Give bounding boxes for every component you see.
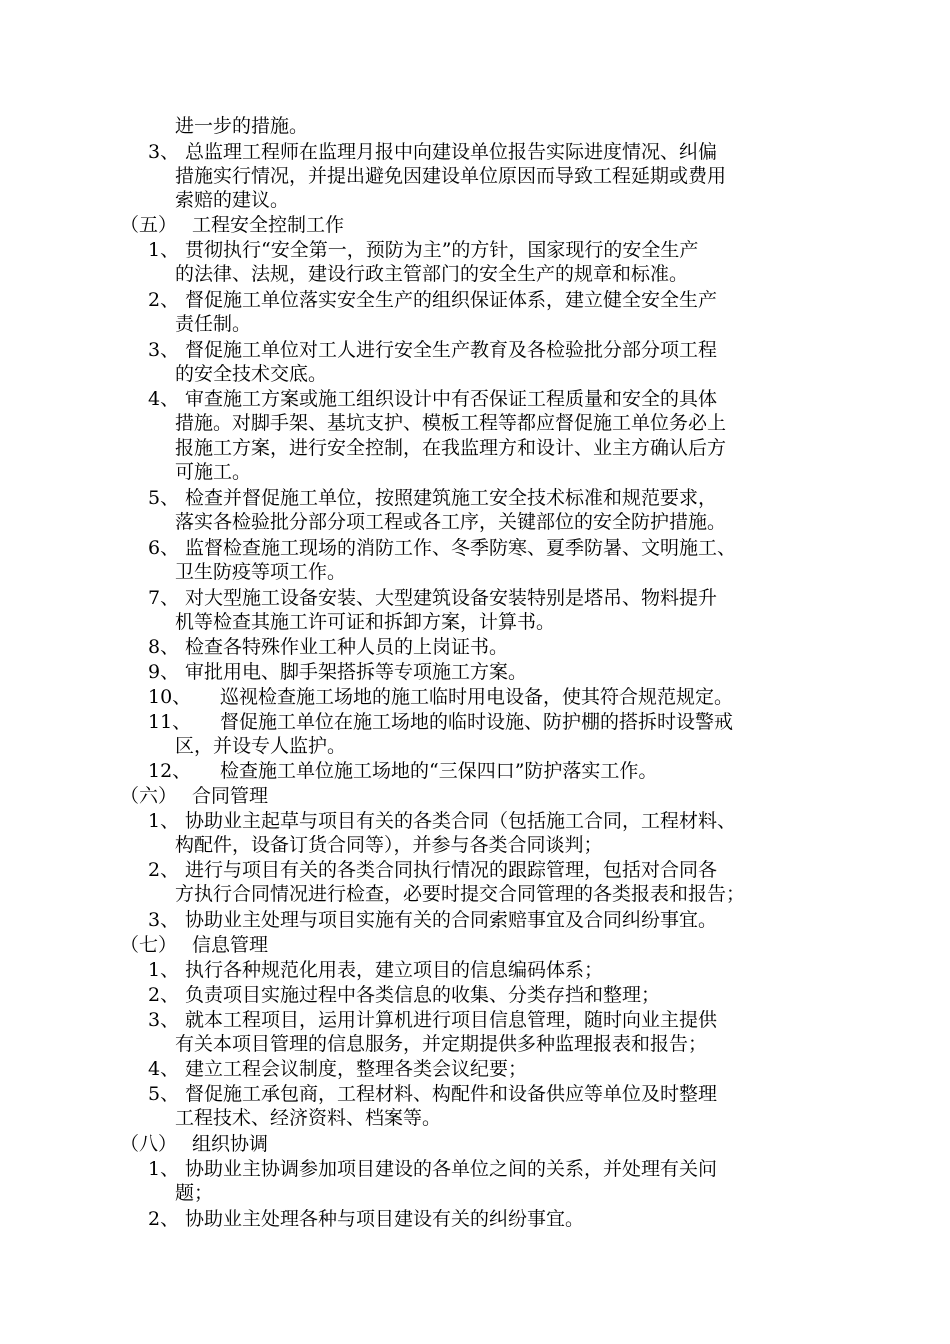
line-text: 卫生防疫等项工作。	[175, 561, 347, 583]
line-text: 协助业主起草与项目有关的各类合同（包括施工合同，工程材料、	[185, 810, 737, 832]
section-number: （七）	[120, 934, 178, 956]
line-text: 执行各种规范化用表，建立项目的信息编码体系；	[185, 959, 604, 981]
line-text: 督促施工承包商，工程材料、构配件和设备供应等单位及时整理	[185, 1083, 718, 1105]
line-text: 监督检查施工现场的消防工作、冬季防寒、夏季防暑、文明施工、	[185, 537, 737, 559]
line-text: 审查施工方案或施工组织设计中有否保证工程质量和安全的具体	[185, 388, 718, 410]
section-title: 组织协调	[192, 1133, 269, 1155]
list-number: 1、	[148, 810, 180, 832]
list-number: 1、	[148, 959, 180, 981]
list-number: 1、	[148, 1158, 180, 1180]
list-number: 3、	[148, 1009, 180, 1031]
line-text: 贯彻执行“安全第一，预防为主”的方针，国家现行的安全生产	[185, 239, 699, 261]
line-text: 有关本项目管理的信息服务，并定期提供多种监理报表和报告；	[175, 1033, 708, 1055]
list-number: 3、	[148, 339, 180, 361]
line-text: 检查各特殊作业工种人员的上岗证书。	[185, 636, 509, 658]
list-number: 2、	[148, 859, 180, 881]
line-text: 督促施工单位对工人进行安全生产教育及各检验批分部分项工程	[185, 339, 718, 361]
line-text: 方执行合同情况进行检查，必要时提交合同管理的各类报表和报告；	[175, 883, 746, 905]
line-text: 审批用电、脚手架搭拆等专项施工方案。	[185, 661, 528, 683]
section-number: （五）	[120, 214, 178, 236]
line-text: 总监理工程师在监理月报中向建设单位报告实际进度情况、纠偏	[185, 141, 718, 163]
section-title: 工程安全控制工作	[192, 214, 345, 236]
list-number: 4、	[148, 388, 180, 410]
list-number: 12、	[148, 760, 192, 782]
line-text: 负责项目实施过程中各类信息的收集、分类存挡和整理；	[185, 984, 661, 1006]
line-text: 可施工。	[175, 461, 252, 483]
line-text: 工程技术、经济资料、档案等。	[175, 1107, 442, 1129]
line-text: 检查并督促施工单位，按照建筑施工安全技术标准和规范要求，	[185, 487, 718, 509]
line-text: 协助业主协调参加项目建设的各单位之间的关系，并处理有关问	[185, 1158, 718, 1180]
line-text: 就本工程项目，运用计算机进行项目信息管理，随时向业主提供	[185, 1009, 718, 1031]
section-number: （八）	[120, 1133, 178, 1155]
line-text: 索赔的建议。	[175, 189, 290, 211]
line-text: 报施工方案，进行安全控制，在我监理方和设计、业主方确认后方	[175, 437, 727, 459]
list-number: 5、	[148, 487, 180, 509]
line-text: 的法律、法规，建设行政主管部门的安全生产的规章和标准。	[175, 263, 689, 285]
line-text: 进一步的措施。	[175, 115, 309, 137]
line-text: 协助业主处理与项目实施有关的合同索赔事宜及合同纠纷事宜。	[185, 909, 718, 931]
line-text: 进行与项目有关的各类合同执行情况的跟踪管理，包括对合同各	[185, 859, 718, 881]
list-number: 7、	[148, 587, 180, 609]
section-title: 信息管理	[192, 934, 269, 956]
list-number: 6、	[148, 537, 180, 559]
list-number: 3、	[148, 141, 180, 163]
line-text: 督促施工单位在施工场地的临时设施、防护棚的搭拆时设警戒	[220, 711, 734, 733]
list-number: 9、	[148, 661, 180, 683]
list-number: 10、	[148, 686, 192, 708]
line-text: 的安全技术交底。	[175, 363, 328, 385]
line-text: 措施实行情况，并提出避免因建设单位原因而导致工程延期或费用	[175, 165, 727, 187]
line-text: 检查施工单位施工场地的“三保四口”防护落实工作。	[220, 760, 658, 782]
list-number: 8、	[148, 636, 180, 658]
list-number: 1、	[148, 239, 180, 261]
list-number: 2、	[148, 289, 180, 311]
line-text: 落实各检验批分部分项工程或各工序，关键部位的安全防护措施。	[175, 511, 727, 533]
list-number: 2、	[148, 984, 180, 1006]
line-text: 题；	[175, 1182, 214, 1204]
line-text: 机等检查其施工许可证和拆卸方案，计算书。	[175, 611, 556, 633]
list-number: 4、	[148, 1058, 180, 1080]
line-text: 责任制。	[175, 313, 252, 335]
line-text: 对大型施工设备安装、大型建筑设备安装特别是塔吊、物料提升	[185, 587, 718, 609]
section-title: 合同管理	[192, 785, 269, 807]
list-number: 5、	[148, 1083, 180, 1105]
line-text: 巡视检查施工场地的施工临时用电设备，使其符合规范规定。	[220, 686, 734, 708]
section-number: （六）	[120, 785, 178, 807]
line-text: 构配件，设备订货合同等），并参与各类合同谈判；	[175, 834, 603, 856]
line-text: 措施。对脚手架、基坑支护、模板工程等都应督促施工单位务必上	[175, 412, 727, 434]
list-number: 11、	[148, 711, 192, 733]
line-text: 督促施工单位落实安全生产的组织保证体系，建立健全安全生产	[185, 289, 718, 311]
list-number: 3、	[148, 909, 180, 931]
line-text: 建立工程会议制度，整理各类会议纪要；	[185, 1058, 528, 1080]
line-text: 协助业主处理各种与项目建设有关的纠纷事宜。	[185, 1208, 585, 1230]
list-number: 2、	[148, 1208, 180, 1230]
line-text: 区，并设专人监护。	[175, 735, 347, 757]
